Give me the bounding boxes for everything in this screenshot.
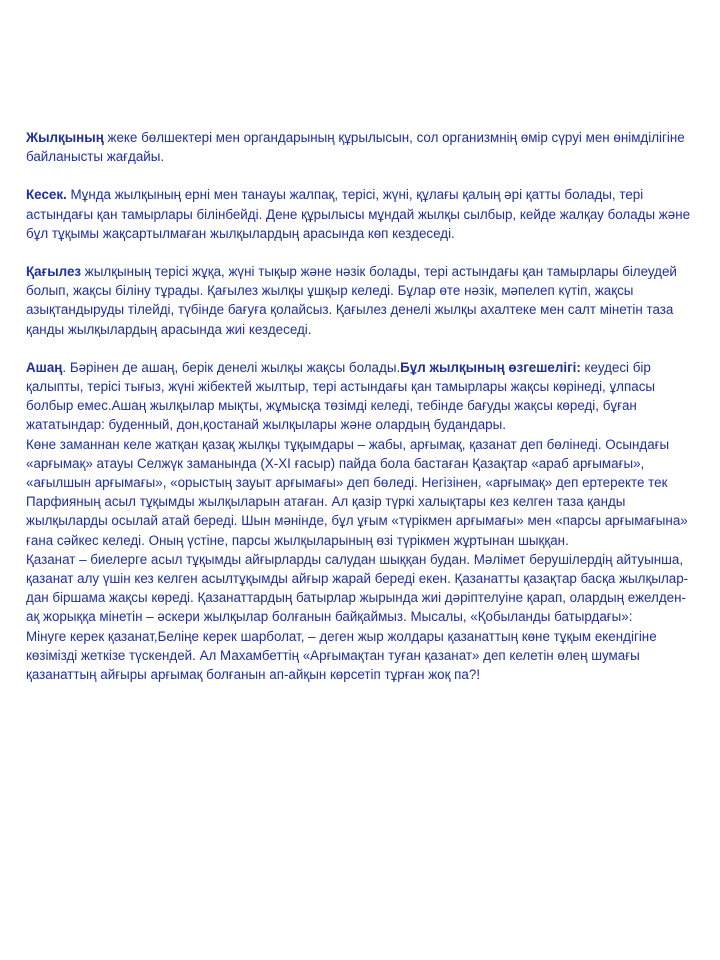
paragraph-ashan-text-a: . Бәрінен де ашаң, берік денелі жылқы жақсы болады.	[62, 359, 401, 375]
term-kesek: Кесек.	[26, 187, 67, 203]
paragraph-spacer	[26, 166, 694, 185]
paragraph-kesek-text: Мұнда жылқының ерні мен танауы жалпақ, терісі, жүні, құлағы қалың әрі қатты болады, тері астындағы қан тамырлары білінбейді. Дене құрылысы мұндай жылқы сылбыр, кейде жалқау болады және бұл тұқымы жақсартылмаған жылқылардың арасында көп кездеседі.	[26, 187, 691, 241]
paragraph-kazanat	[26, 550, 694, 627]
paragraph-ashan	[26, 358, 694, 435]
term-zhylkynyn: Жылқының	[26, 130, 104, 145]
paragraph-poem-quote	[26, 627, 694, 685]
document-page	[26, 128, 694, 684]
paragraph-kagylez	[26, 262, 694, 339]
paragraph-kazanat-text: Қазанат – биелерге асыл тұқымды айғырларды салудан шыққан будан. Мәлімет берушілердің айтуынша, қазанат алу үшін кез келген асылтұқымды айғыр жарай береді екен. Қазанатты қазақтар басқа жылқылар-дан біршама жақсы көреді. Қазанаттардың батырлар жырында жиі дәріптелуіне қарап, олардың ежелден-ақ жорыққа мінетін – әскери жылқылар болғанын байқаймыз. Мысалы, «Қобыланды батырдағы»:	[26, 551, 689, 625]
paragraph-ashan-bold-phrase: Бұл жылқының өзгешелігі:	[400, 359, 581, 375]
paragraph-ashan-text-b: кеудесі бір қалыпты, терісі тығыз, жүні жібектей жылтыр, тері астындағы қан тамырлары жақсы көрінеді, ұлпасы болбыр емес.Ашаң жылқылар мықты, жұмысқа төзімді келеді, тебінде бағуды жақсы көреді, бұған жататындар: буденный, дон,қостанай жылқылары және олардың будандары.	[26, 359, 656, 433]
paragraph-intro-text: жеке бөлшектері мен органдарының құрылысын, сол организмнің өмір сүруі мен өнімділігіне байланысты жағдайы.	[26, 130, 685, 165]
paragraph-spacer	[26, 339, 694, 358]
term-kagylez: Қағылез	[26, 264, 82, 280]
paragraph-horse-breeds	[26, 435, 694, 550]
paragraph-spacer	[26, 243, 694, 262]
term-ashan: Ашаң	[26, 359, 63, 375]
paragraph-horse-breeds-text: Көне заманнан келе жатқан қазақ жылқы тұқымдары – жабы, арғымақ, қазанат деп бөлінеді. Осындағы «арғымақ» атауы Селжүк заманында (Х-ХІ ғасыр) пайда бола бастаған Қазақтар «араб арғымағы», «ағылшын арғымағы», «орыстың зауыт арғымағы» деп бөледі. Негізінен, «арғымақ» деп ертеректе тек Парфияның асыл тұқымды жылқыларын атаған. Ал қазір түркі халықтары кез келген таза қанды жылқыларды осылай атай береді. Шын мәнінде, бұл ұғым «түрікмен арғымағы» мен «парсы арғымағына» ғана сәйкес келеді. Оның үстіне, парсы жылқыларының өзі түрікмен жұртынан шыққан.	[26, 436, 688, 548]
paragraph-kesek	[26, 185, 694, 243]
paragraph-intro	[26, 128, 694, 166]
paragraph-poem-quote-text: Мінуге керек қазанат,Беліңе керек шарболат, – деген жыр жолдары қазанаттың көне тұқым екендігіне көзімізді жеткізе түскендей. Ал Махамбеттің «Арғымақтан туған қазанат» деп келетін өлең шумағы қазанаттың айғыры арғымақ болғанын ап-айқын көрсетіп тұрған жоқ па?!	[26, 628, 657, 683]
paragraph-kagylez-text: жылқының терісі жұқа, жүні тықыр және нәзік болады, тері астындағы қан тамырлары білеудей болып, жақсы біліну тұрады. Қағылез жылқы ұшқыр келеді. Бұлар өте нәзік, мәпелеп күтіп, жақсы азықтандыруды тілейді, түбінде бағуға қолайсыз. Қағылез денелі жылқы ахалтеке мен салт мінетін таза қанды жылқылардың арасында жиі кездеседі.	[26, 264, 677, 337]
